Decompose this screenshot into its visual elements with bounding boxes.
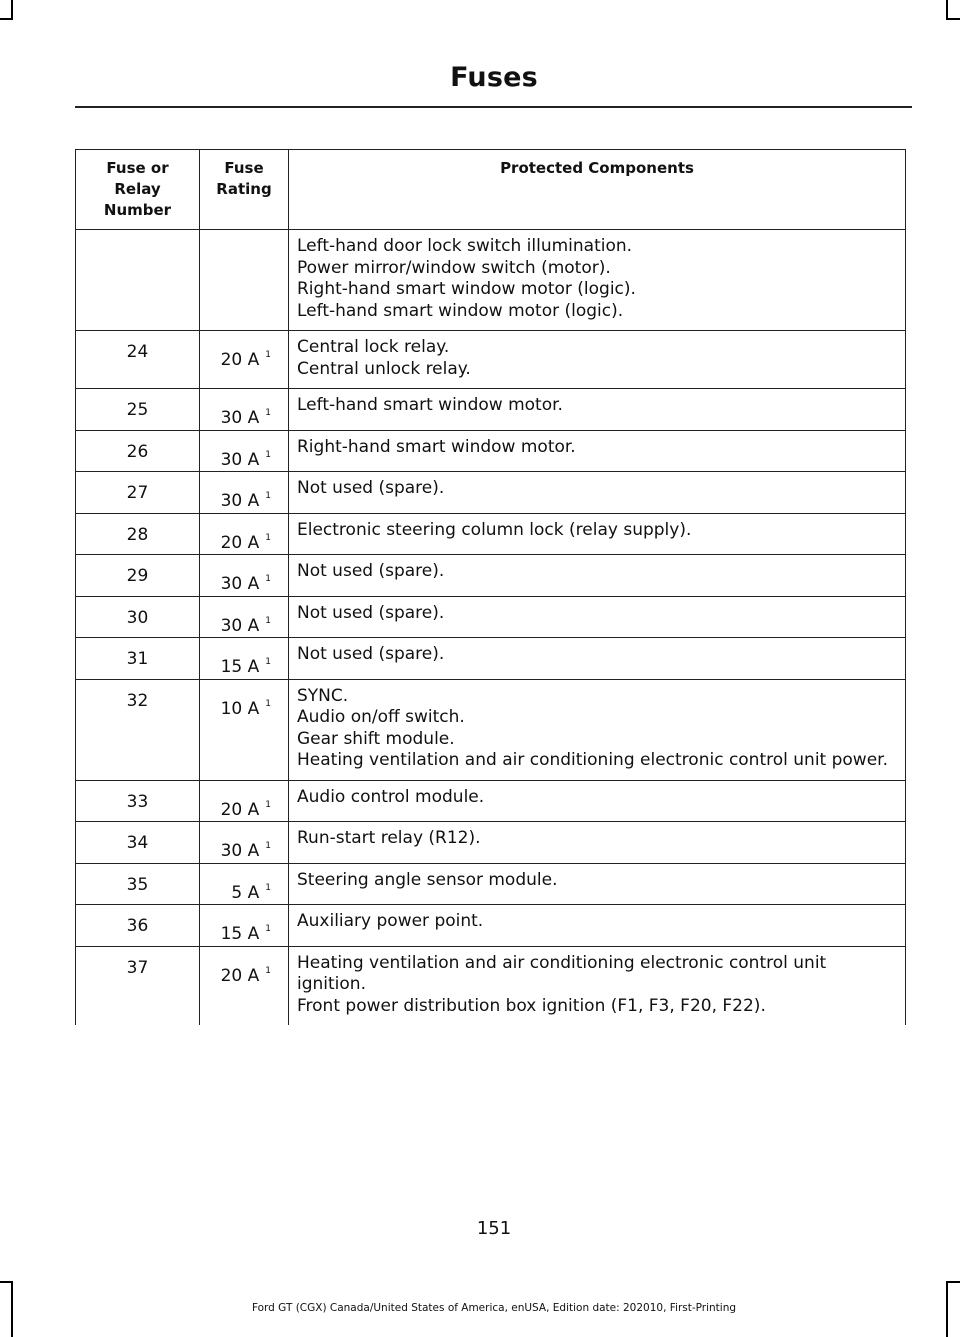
- fuse-rating: [200, 596, 289, 638]
- fuse-rating: [200, 331, 289, 389]
- table-row: [76, 780, 906, 822]
- fuse-rating-value: 20 A: [220, 799, 260, 820]
- protected-components: [289, 430, 906, 472]
- fuse-number: 31: [76, 638, 200, 680]
- footer-edition-text: Ford GT (CGX) Canada/United States of America, enUSA, Edition date: 202010, First-Printing: [251, 1302, 737, 1314]
- fuse-rating-value: 15 A: [220, 657, 260, 677]
- protected-components: [289, 946, 906, 1025]
- component-line: Left-hand smart window motor (logic).: [297, 300, 624, 321]
- fuse-number: 26: [76, 430, 200, 472]
- table-row: [76, 596, 906, 638]
- footnote-marker: 1: [265, 408, 271, 418]
- protected-components: [289, 638, 906, 680]
- protected-components: [289, 472, 906, 514]
- fuse-rating-value: 5 A: [231, 882, 260, 903]
- fuse-rating: [200, 513, 289, 555]
- footnote-marker: 1: [265, 924, 271, 934]
- footnote-marker: 1: [265, 799, 271, 810]
- fuse-rating: [200, 946, 289, 1025]
- component-line: Right-hand smart window motor.: [297, 436, 576, 457]
- page-title: Fuses: [450, 62, 538, 93]
- component-line: Power mirror/window switch (motor).: [297, 257, 611, 278]
- fuse-rating-value: 20 A: [220, 350, 260, 370]
- fuse-number: 28: [76, 513, 200, 555]
- component-line: Steering angle sensor module.: [297, 869, 558, 890]
- component-line: Right-hand smart window motor (logic).: [297, 279, 636, 299]
- fuse-rating-value: 20 A: [220, 965, 260, 986]
- fuse-rating: [200, 555, 289, 597]
- fuse-rating-value: 30 A: [220, 408, 260, 428]
- fuse-number: [76, 230, 200, 331]
- component-line: Not used (spare).: [297, 478, 445, 498]
- table-row: [76, 863, 906, 905]
- component-line: Audio on/off switch.: [297, 707, 465, 727]
- protected-components: [289, 596, 906, 638]
- table-row: [76, 389, 906, 431]
- fuse-number: 30: [76, 596, 200, 638]
- component-line: Central lock relay.: [297, 337, 450, 357]
- fuse-number: 34: [76, 822, 200, 864]
- crop-mark: [11, 0, 13, 20]
- table-row: [76, 638, 906, 680]
- fuse-rating: [200, 905, 289, 947]
- fuse-number: 33: [76, 780, 200, 822]
- footnote-marker: 1: [265, 882, 271, 893]
- component-line: Left-hand smart window motor.: [297, 395, 563, 415]
- fuse-rating: [200, 638, 289, 680]
- component-line: Audio control module.: [297, 786, 485, 807]
- footnote-marker: 1: [265, 532, 271, 543]
- component-line: Heating ventilation and air conditioning electronic control unit ignition.: [297, 952, 827, 994]
- table-row: [76, 905, 906, 947]
- footnote-marker: 1: [265, 657, 271, 667]
- fuse-rating-value: 10 A: [220, 698, 260, 719]
- component-line: Not used (spare).: [297, 602, 445, 623]
- fuse-number: 27: [76, 472, 200, 514]
- component-line: Auxiliary power point.: [297, 911, 484, 931]
- footnote-marker: 1: [265, 615, 271, 626]
- crop-mark: [946, 1281, 960, 1283]
- header-fuse-number: Fuse or Relay Number: [76, 150, 200, 230]
- component-line: Not used (spare).: [297, 644, 445, 664]
- footnote-marker: 1: [265, 698, 271, 709]
- component-line: Central unlock relay.: [297, 358, 471, 379]
- fuse-rating: [200, 679, 289, 780]
- protected-components: [289, 389, 906, 431]
- protected-components: [289, 679, 906, 780]
- table-row: [76, 430, 906, 472]
- crop-mark: [0, 18, 13, 20]
- fuse-number: 24: [76, 331, 200, 389]
- fuse-rating-value: 30 A: [220, 841, 260, 861]
- header-protected-components: Protected Components: [289, 150, 906, 230]
- fuse-rating: [200, 230, 289, 331]
- fuse-rating-value: 30 A: [220, 491, 260, 511]
- protected-components: [289, 331, 906, 389]
- fuse-number: 37: [76, 946, 200, 1025]
- fuse-rating-value: 30 A: [220, 449, 260, 470]
- header-fuse-rating: Fuse Rating: [200, 150, 289, 230]
- protected-components: [289, 822, 906, 864]
- component-line: Heating ventilation and air conditioning electronic control unit power.: [297, 750, 888, 770]
- component-line: Run-start relay (R12).: [297, 828, 481, 848]
- footnote-marker: 1: [265, 491, 271, 501]
- crop-mark: [946, 0, 948, 20]
- protected-components: [289, 555, 906, 597]
- fuse-rating: [200, 389, 289, 431]
- crop-mark: [946, 18, 960, 20]
- protected-components: [289, 863, 906, 905]
- fuse-rating-value: 30 A: [220, 615, 260, 636]
- footnote-marker: 1: [265, 350, 271, 360]
- fuse-table: [75, 149, 906, 1025]
- protected-components: [289, 513, 906, 555]
- table-header-row: [76, 150, 906, 230]
- fuse-rating-value: 20 A: [220, 532, 260, 553]
- fuse-number: 36: [76, 905, 200, 947]
- fuse-rating: [200, 863, 289, 905]
- protected-components: [289, 230, 906, 331]
- component-line: SYNC.: [297, 685, 349, 706]
- page-number: 151: [476, 1218, 512, 1239]
- table-row: [76, 679, 906, 780]
- crop-mark: [0, 1281, 13, 1283]
- table-row: [76, 822, 906, 864]
- footnote-marker: 1: [265, 841, 271, 851]
- fuse-rating-value: 30 A: [220, 574, 260, 594]
- protected-components: [289, 780, 906, 822]
- fuse-rating: [200, 780, 289, 822]
- fuse-number: 29: [76, 555, 200, 597]
- fuse-number: 32: [76, 679, 200, 780]
- table-row: [76, 472, 906, 514]
- component-line: Gear shift module.: [297, 728, 455, 749]
- component-line: Electronic steering column lock (relay supply).: [297, 519, 692, 540]
- table-row: [76, 230, 906, 331]
- footnote-marker: 1: [265, 965, 271, 976]
- fuse-number: 25: [76, 389, 200, 431]
- fuse-rating-value: 15 A: [220, 924, 260, 944]
- table-row: [76, 555, 906, 597]
- component-line: Left-hand door lock switch illumination.: [297, 236, 633, 256]
- fuse-rating: [200, 822, 289, 864]
- fuse-rating: [200, 430, 289, 472]
- footnote-marker: 1: [265, 449, 271, 460]
- footnote-marker: 1: [265, 574, 271, 584]
- fuse-number: 35: [76, 863, 200, 905]
- protected-components: [289, 905, 906, 947]
- table-row: [76, 513, 906, 555]
- component-line: Not used (spare).: [297, 561, 445, 581]
- title-divider: [75, 106, 912, 108]
- table-row: [76, 946, 906, 1025]
- fuse-rating: [200, 472, 289, 514]
- table-row: [76, 331, 906, 389]
- component-line: Front power distribution box ignition (F1, F3, F20, F22).: [297, 995, 766, 1016]
